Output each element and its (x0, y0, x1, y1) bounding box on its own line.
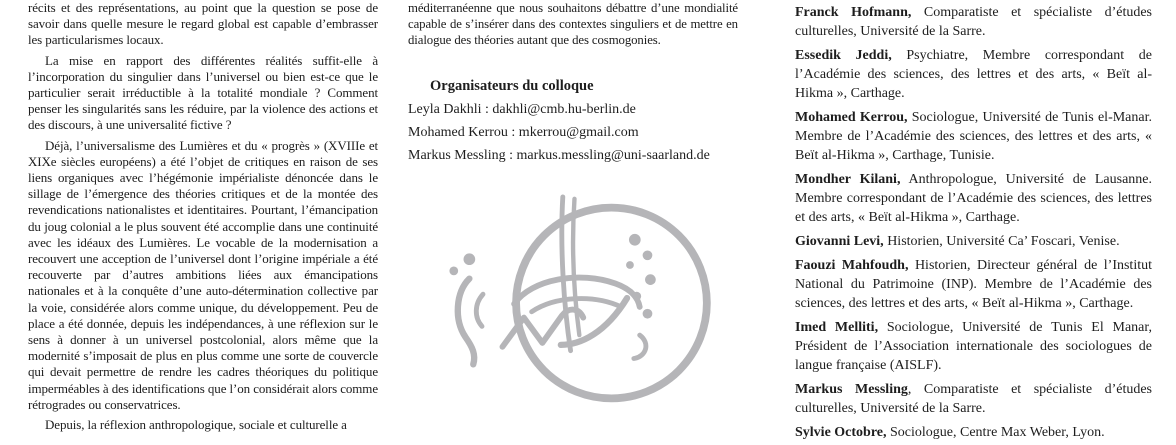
participant-description: Historien, Université Ca’ Foscari, Venise. (883, 234, 1120, 249)
beit-al-hikma-calligraphy-icon (446, 189, 738, 417)
left-paragraph-list (28, 0, 378, 433)
left-text-column (28, 0, 378, 437)
participant-description: Sociologue, Université de Tunis el-Manar. Membre de l’Académie des sciences, des lettres et des arts, « Beït al-Hikma », Carthage, Tunisie. (795, 110, 1153, 163)
participant-entry (795, 3, 1152, 41)
participant-name: Imed Melliti, (795, 320, 879, 335)
participant-name: Markus Messling (795, 382, 908, 397)
participant-entry (795, 170, 1152, 227)
body-paragraph: La mise en rapport des différentes réalités suffit-elle à l’incorporation du singulier dans l’universel ou bien est-ce que le particulier serait irréductible à la totalité mondiale ? Comment penser les singularités sans les réduire, par la violence des actions et des discours, à une universalité fictive ? (28, 52, 378, 133)
participant-name: Mondher Kilani, (795, 172, 901, 187)
participant-description: Historien, Directeur général de l’Institut National du Patrimoine (INP). Membre de l’Académie des sciences, des lettres et des arts, « Beït al-Hikma », Carthage. (795, 258, 1152, 311)
beit-al-hikma-logo (446, 189, 738, 417)
body-paragraph: Depuis, la réflexion anthropologique, sociale et culturelle a (45, 417, 347, 433)
participant-entry (795, 380, 1152, 418)
participant-entry (795, 318, 1152, 375)
participant-description: , Comparatiste et spécialiste d’études culturelles, Université de la Sarre. (795, 382, 1152, 416)
participant-name: Franck Hofmann, (795, 5, 912, 20)
participant-entry (795, 46, 1152, 103)
middle-text-column (408, 0, 738, 417)
organizer-line: Leyla Dakhli : dakhli@cmb.hu-berlin.de (408, 102, 636, 117)
intro-paragraph: méditerranéenne que nous souhaitons débattre d’une mondialité capable de s’insérer dans des contextes singuliers et de mettre en dialogue des théories autant que des cosmogonies. (408, 1, 738, 47)
participant-list (795, 3, 1152, 442)
organizer-line: Mohamed Kerrou : mkerrou@gmail.com (408, 125, 639, 140)
participants-column (795, 0, 1152, 445)
participant-description: Sociologue, Centre Max Weber, Lyon. (886, 425, 1105, 440)
organizer-list (408, 103, 738, 163)
participant-entry (795, 256, 1152, 313)
participant-entry (795, 232, 1152, 251)
participant-name: Giovanni Levi, (795, 234, 884, 249)
participant-entry (795, 108, 1152, 165)
participant-name: Mohamed Kerrou, (795, 110, 908, 125)
body-paragraph: Déjà, l’universalisme des Lumières et du « progrès » (XVIIIe et XIXe siècles européens) a été l’objet de critiques en raison de ses liens organiques avec l’hégémonie impérialiste dénoncée dans le sillage de l’émergence des théories critiques et de la montée des revendications nationalistes et identitaires. Pourtant, l’émancipation du joug colonial a le plus souvent été accomplie dans une continuité avec les idéaux des Lumières. Le vocable de la modernisation a recouvert une acception de l’universel dont l’origine impériale a été recouverte par d’autres ambitions liées aux émancipations nationales et à la conquête d’une auto-détermination collective par la voie, considérée alors comme unique, du développement. Peu de place a été donnée, depuis les indépendances, à une réflexion sur le sens à donner à un universel postcolonial, alors même que la modernité s’imposait de plus en plus comme une sorte de couvercle qui devait permettre de rendre les cadres théoriques du politique imperméables à des identifications que l’on considérait alors comme rétrogrades ou conservatrices. (28, 137, 378, 412)
participant-name: Faouzi Mahfoudh, (795, 258, 909, 273)
participant-description: Anthropologue, Université de Lausanne. Membre correspondant de l’Académie des sciences, des lettres et des arts, « Beït al-Hikma », Carthage. (795, 172, 1153, 225)
participant-name: Sylvie Octobre, (795, 425, 887, 440)
organizers-heading: Organisateurs du colloque (430, 78, 594, 94)
participant-entry (795, 423, 1152, 442)
participant-name: Essedik Jeddi, (795, 48, 892, 63)
participant-description: Sociologue, Université de Tunis El Manar, Président de l’Association internationale des sociologues de langue française (AISLF). (795, 320, 1153, 373)
organizer-line: Markus Messling : markus.messling@uni-saarland.de (408, 148, 710, 163)
body-paragraph: récits et des représentations, au point que la question se pose de savoir dans quelle mesure le regard global est capable d’embrasser les particularismes locaux. (28, 0, 378, 48)
participant-description: Comparatiste et spécialiste d’études culturelles, Université de la Sarre. (795, 5, 1152, 39)
participant-description: Psychiatre, Membre correspondant de l’Académie des sciences, des lettres et des arts, « Beït al-Hikma », Carthage. (795, 48, 1152, 101)
